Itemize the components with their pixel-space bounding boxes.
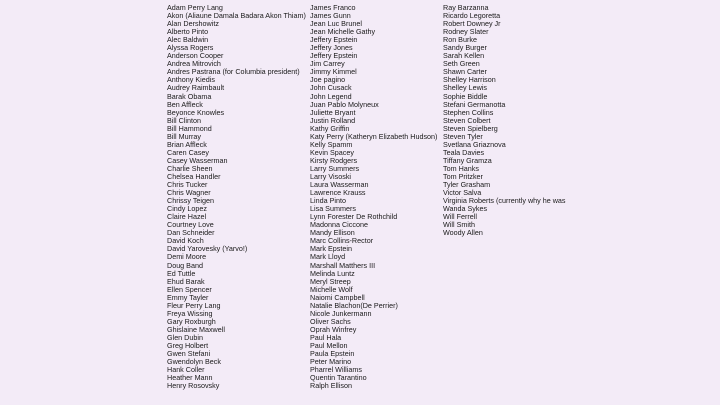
name-entry: Rodney Slater <box>443 27 489 37</box>
name-entry: Jeffery Epstein <box>310 51 358 61</box>
name-entry: Jeffery Jones <box>310 43 353 53</box>
name-entry: Ron Burke <box>443 35 477 45</box>
name-entry: Bill Hammond <box>167 123 212 133</box>
name-entry: Svetlana Griaznova <box>443 139 506 149</box>
name-entry: Virginia Roberts (currently why he was <box>443 196 566 206</box>
name-entry: Stefani Germanotta <box>443 99 506 109</box>
name-entry: Henry Rosovsky <box>167 381 220 391</box>
name-entry: Barak Obama <box>167 91 212 101</box>
name-entry: Paul Mellon <box>310 340 348 350</box>
name-entry: Greg Holbert <box>167 340 209 350</box>
name-entry: Chrissy Teigen <box>167 196 215 206</box>
name-entry: Larry Summers <box>310 163 360 173</box>
name-entry: Larry Visoski <box>310 171 352 181</box>
name-entry: Ed Tuttle <box>167 268 196 278</box>
name-entry: Chris Wagner <box>167 188 211 198</box>
name-entry: Shelley Harrison <box>443 75 496 85</box>
name-entry: Paula Epstein <box>310 349 355 359</box>
name-entry: Adam Perry Lang <box>167 3 223 12</box>
name-entry: Steven Tyler <box>443 131 483 141</box>
name-entry: Audrey Raimbault <box>167 83 225 93</box>
name-entry: Heather Mann <box>167 373 213 383</box>
name-entry: Alberto Pinto <box>167 27 209 37</box>
name-entry: Katy Perry (Katheryn Elizabeth Hudson) <box>310 131 438 141</box>
name-entry: Dan Schneider <box>167 228 215 238</box>
name-entry: Seth Green <box>443 59 480 69</box>
name-entry: Hank Coller <box>167 365 205 375</box>
name-entry: Ricardo Legoretta <box>443 11 501 21</box>
name-entry: Sandy Burger <box>443 43 487 53</box>
name-entry: Kelly Spamm <box>310 139 353 149</box>
name-entry: Wanda Sykes <box>443 204 488 214</box>
name-entry: Alan Dershowitz <box>167 19 219 29</box>
name-entry: Charlie Sheen <box>167 163 213 173</box>
name-entry: Anthony Kiedis <box>167 75 215 85</box>
name-entry: John Cusack <box>310 83 352 93</box>
name-entry: Naiomi Campbell <box>310 292 365 302</box>
name-entry: Oliver Sachs <box>310 316 351 326</box>
name-entry: Mark Lloyd <box>310 252 346 262</box>
name-entry: Freya Wissing <box>167 308 213 318</box>
name-entry: Casey Wasserman <box>167 155 228 165</box>
name-entry: Chris Tucker <box>167 180 208 190</box>
name-entry: Claire Hazel <box>167 212 207 222</box>
name-entry: Akon (Aliaune Damala Badara Akon Thiam) <box>167 11 306 21</box>
name-entry: Teala Davies <box>443 147 485 157</box>
name-entry: Tom Hanks <box>443 163 479 173</box>
name-entry: Ray Barzanna <box>443 3 489 12</box>
name-entry: Nicole Junkermann <box>310 308 372 318</box>
name-entry: Sophie Biddle <box>443 91 488 101</box>
name-entry: Gary Roxburgh <box>167 316 216 326</box>
name-column-3 <box>443 4 566 237</box>
name-column-2 <box>310 4 437 390</box>
name-entry: Chelsea Handler <box>167 171 221 181</box>
name-entry: Tiffany Gramza <box>443 155 492 165</box>
name-entry: Alec Baldwin <box>167 35 209 45</box>
name-entry: John Legend <box>310 91 352 101</box>
name-entry: Stephen Collins <box>443 107 494 117</box>
name-entry: Cindy Lopez <box>167 204 207 214</box>
name-entry: Shawn Carter <box>443 67 487 77</box>
name-entry: Marshall Matthers III <box>310 260 376 270</box>
name-entry: Anderson Cooper <box>167 51 224 61</box>
name-entry: James Franco <box>310 3 356 12</box>
name-entry: Jean Michelle Gathy <box>310 27 376 37</box>
name-entry: Doug Band <box>167 260 203 270</box>
name-entry: Woody Allen <box>443 228 483 238</box>
name-entry: Gwen Stefani <box>167 349 211 359</box>
name-entry: Jim Carrey <box>310 59 345 69</box>
name-entry: Ehud Barak <box>167 276 205 286</box>
name-entry: Andres Pastrana (for Columbia president) <box>167 67 300 77</box>
name-entry: Emmy Tayler <box>167 292 209 302</box>
name-entry: Ghislaine Maxwell <box>167 324 225 334</box>
name-entry: Mark Epstein <box>310 244 352 254</box>
name-entry: Juliette Bryant <box>310 107 356 117</box>
name-entry: Tom Pritzker <box>443 171 483 181</box>
name-entry: Natalie Blachon(De Perrier) <box>310 300 398 310</box>
name-entry: Jimmy Kimmel <box>310 67 357 77</box>
name-entry: Victor Salva <box>443 188 482 198</box>
name-entry: Linda Pinto <box>310 196 346 206</box>
name-entry: Tyler Grasham <box>443 180 491 190</box>
name-entry: Ben Affleck <box>167 99 203 109</box>
name-entry: Quentin Tarantino <box>310 373 367 383</box>
name-entry: Alyssa Rogers <box>167 43 214 53</box>
name-entry: Melinda Luntz <box>310 268 355 278</box>
name-entry: Jean Luc Brunel <box>310 19 362 29</box>
name-entry: Steven Colbert <box>443 115 491 125</box>
name-entry: Robert Downey Jr <box>443 19 501 29</box>
name-entry: Will Smith <box>443 220 475 230</box>
name-entry: Courtney Love <box>167 220 214 230</box>
name-entry: Madonna Ciccone <box>310 220 368 230</box>
name-entry: James Gunn <box>310 11 351 21</box>
name-column-1 <box>167 4 306 390</box>
name-entry: Ellen Spencer <box>167 284 212 294</box>
name-entry: Pharrel Williams <box>310 365 362 375</box>
name-entry: Bill Clinton <box>167 115 201 125</box>
name-entry: Glen Dubin <box>167 332 203 342</box>
name-entry: Kathy Griffin <box>310 123 350 133</box>
name-entry: Demi Moore <box>167 252 207 262</box>
name-entry: Will Ferrell <box>443 212 477 222</box>
name-entry: Jeffery Epstein <box>310 35 358 45</box>
name-entry: Mandy Ellison <box>310 228 355 238</box>
name-entry: Justin Rolland <box>310 115 356 125</box>
name-entry: Bill Murray <box>167 131 201 141</box>
name-entry: Oprah Winfrey <box>310 324 357 334</box>
name-entry: Beyonce Knowles <box>167 107 225 117</box>
name-entry: David Koch <box>167 236 204 246</box>
name-entry: Paul Hala <box>310 332 342 342</box>
name-entry: Lynn Forester De Rothchild <box>310 212 398 222</box>
name-entry: Laura Wasserman <box>310 180 369 190</box>
name-entry: Gwendolyn Beck <box>167 357 221 367</box>
name-entry: Fleur Perry Lang <box>167 300 221 310</box>
name-entry: Kevin Spacey <box>310 147 354 157</box>
name-entry: Peter Marino <box>310 357 352 367</box>
name-entry: Lisa Summers <box>310 204 356 214</box>
name-entry: Shelley Lewis <box>443 83 487 93</box>
name-entry: Meryl Streep <box>310 276 351 286</box>
name-entry: Juan Pablo Molyneux <box>310 99 379 109</box>
name-entry: Ralph Ellison <box>310 381 352 391</box>
name-entry: Andrea Mitrovich <box>167 59 221 69</box>
name-entry: Joe pagino <box>310 75 346 85</box>
name-entry: Sarah Kellen <box>443 51 485 61</box>
name-entry: Brian Affleck <box>167 139 207 149</box>
name-entry: Marc Collins-Rector <box>310 236 374 246</box>
name-entry: Steven Spielberg <box>443 123 498 133</box>
name-entry: Michelle Wolf <box>310 284 353 294</box>
name-entry: Caren Casey <box>167 147 209 157</box>
name-entry: Kirsty Rodgers <box>310 155 358 165</box>
name-entry: David Yarovesky (Yarvo!) <box>167 244 248 254</box>
name-entry: Lawrence Krauss <box>310 188 366 198</box>
